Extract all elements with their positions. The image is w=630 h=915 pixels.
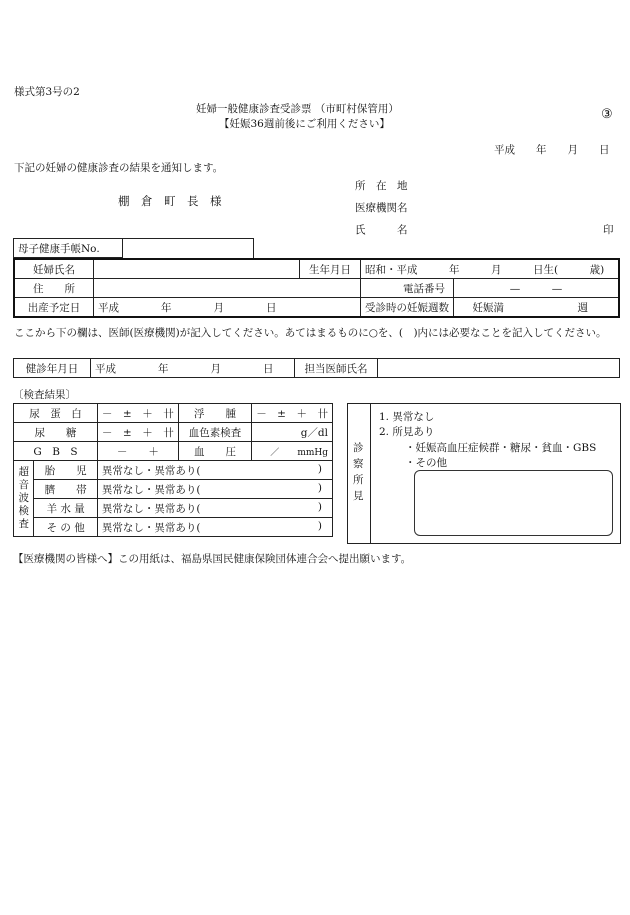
addressee: 棚 倉 町 長 様	[118, 194, 222, 208]
circle-number: ③	[601, 107, 613, 122]
handbook-label: 母子健康手帳No.	[14, 239, 123, 258]
findings-box	[347, 403, 621, 544]
close-paren: )	[317, 519, 322, 532]
edema-label: 浮 腫	[178, 404, 251, 423]
due-date-label: 出産予定日	[14, 298, 94, 318]
name-field[interactable]	[94, 259, 300, 279]
ultrasound-row-label: そ の 他	[34, 518, 98, 537]
findings-label: 診察所見	[353, 442, 364, 502]
exam-date-field[interactable]: 平成 年 月 日	[91, 359, 295, 378]
bp-field[interactable]	[252, 442, 333, 461]
weeks-label: 受診時の妊娠週数	[361, 298, 454, 318]
due-date-field[interactable]: 平成 年 月 日	[94, 298, 361, 318]
ultrasound-row-label: 羊 水 量	[34, 499, 98, 518]
ultrasound-value: 異常なし・異常あり(	[101, 464, 201, 477]
ultrasound-value: 異常なし・異常あり(	[101, 521, 201, 534]
sender-institution-label: 医療機関名	[355, 202, 408, 214]
finding-sub1[interactable]: ・妊娠高血圧症候群・糖尿・貧血・GBS	[405, 442, 597, 454]
handbook-field[interactable]	[123, 239, 254, 258]
ultrasound-label	[14, 461, 34, 537]
exam-date-label: 健診年月日	[14, 359, 91, 378]
close-paren: )	[317, 500, 322, 513]
bp-label: 血 圧	[178, 442, 251, 461]
name-label: 妊婦氏名	[14, 259, 94, 279]
close-paren: )	[317, 481, 322, 494]
bp-slash: ／	[270, 447, 280, 458]
finding-abnormal[interactable]: 2. 所見あり	[379, 426, 435, 438]
sender-name-label: 氏 名	[355, 224, 408, 236]
mother-info-table	[13, 258, 620, 318]
ultrasound-row-label: 臍 帯	[34, 480, 98, 499]
handbook-table	[13, 238, 254, 258]
close-paren: )	[317, 462, 322, 475]
doctor-label: 担当医師氏名	[295, 359, 378, 378]
ultrasound-value: 異常なし・異常あり(	[101, 502, 201, 515]
address-field[interactable]	[94, 279, 361, 298]
phone-label: 電話番号	[361, 279, 454, 298]
urine-sugar-label: 尿 糖	[14, 423, 98, 442]
urine-protein-value[interactable]: － ± ＋ 卄	[97, 404, 178, 423]
dob-label: 生年月日	[300, 259, 361, 279]
doctor-note: ここから下の欄は、医師(医療機関)が記入してください。あてはまるものに○を、( )内には必要なことを記入してください。	[14, 327, 607, 339]
ultrasound-fetus[interactable]	[97, 461, 332, 480]
ultrasound-other[interactable]	[97, 518, 332, 537]
seal-mark: 印	[603, 224, 614, 236]
phone-field[interactable]: — —	[454, 279, 620, 298]
gbs-value[interactable]: － ＋	[97, 442, 178, 461]
sender-address-label: 所 在 地	[355, 180, 408, 192]
edema-value[interactable]: － ± ＋ 卄	[252, 404, 333, 423]
findings-label-cell	[348, 404, 371, 543]
urine-protein-label: 尿 蛋 白	[14, 404, 98, 423]
address-label: 住 所	[14, 279, 94, 298]
ultrasound-cord[interactable]	[97, 480, 332, 499]
doctor-field[interactable]	[378, 359, 620, 378]
weeks-field[interactable]: 妊娠満 週	[454, 298, 620, 318]
form-title: 妊婦一般健康診査受診票 （市町村保管用）	[196, 103, 399, 115]
dob-field[interactable]: 昭和・平成 年 月 日生( 歳)	[361, 259, 620, 279]
footer-note: 【医療機関の皆様へ】この用紙は、福島県国民健康保険団体連合会へ提出願います。	[13, 553, 412, 565]
gbs-label: G B S	[14, 442, 98, 461]
results-table	[13, 403, 333, 537]
ultrasound-row-label: 胎 児	[34, 461, 98, 480]
urine-sugar-value[interactable]: － ± ＋ 卄	[97, 423, 178, 442]
results-heading: 〔検査結果〕	[13, 389, 76, 401]
finding-sub2[interactable]: ・その他	[405, 457, 447, 469]
findings-bracket[interactable]	[414, 470, 613, 536]
hemoglobin-label: 血色素検査	[178, 423, 251, 442]
ultrasound-label-text: 超音波検査	[18, 466, 29, 530]
intro-text: 下記の妊婦の健康診査の結果を通知します。	[14, 162, 224, 174]
ultrasound-value: 異常なし・異常あり(	[101, 483, 201, 496]
bp-unit: mmHg	[297, 447, 328, 458]
exam-table	[13, 358, 620, 378]
form-number: 様式第3号の2	[14, 86, 80, 98]
finding-normal[interactable]: 1. 異常なし	[379, 411, 435, 423]
hemoglobin-unit[interactable]: g／dl	[252, 423, 333, 442]
issue-date: 平成 年 月 日	[494, 144, 610, 156]
ultrasound-fluid[interactable]	[97, 499, 332, 518]
form-subtitle: 【妊娠36週前後にご利用ください】	[219, 118, 390, 130]
